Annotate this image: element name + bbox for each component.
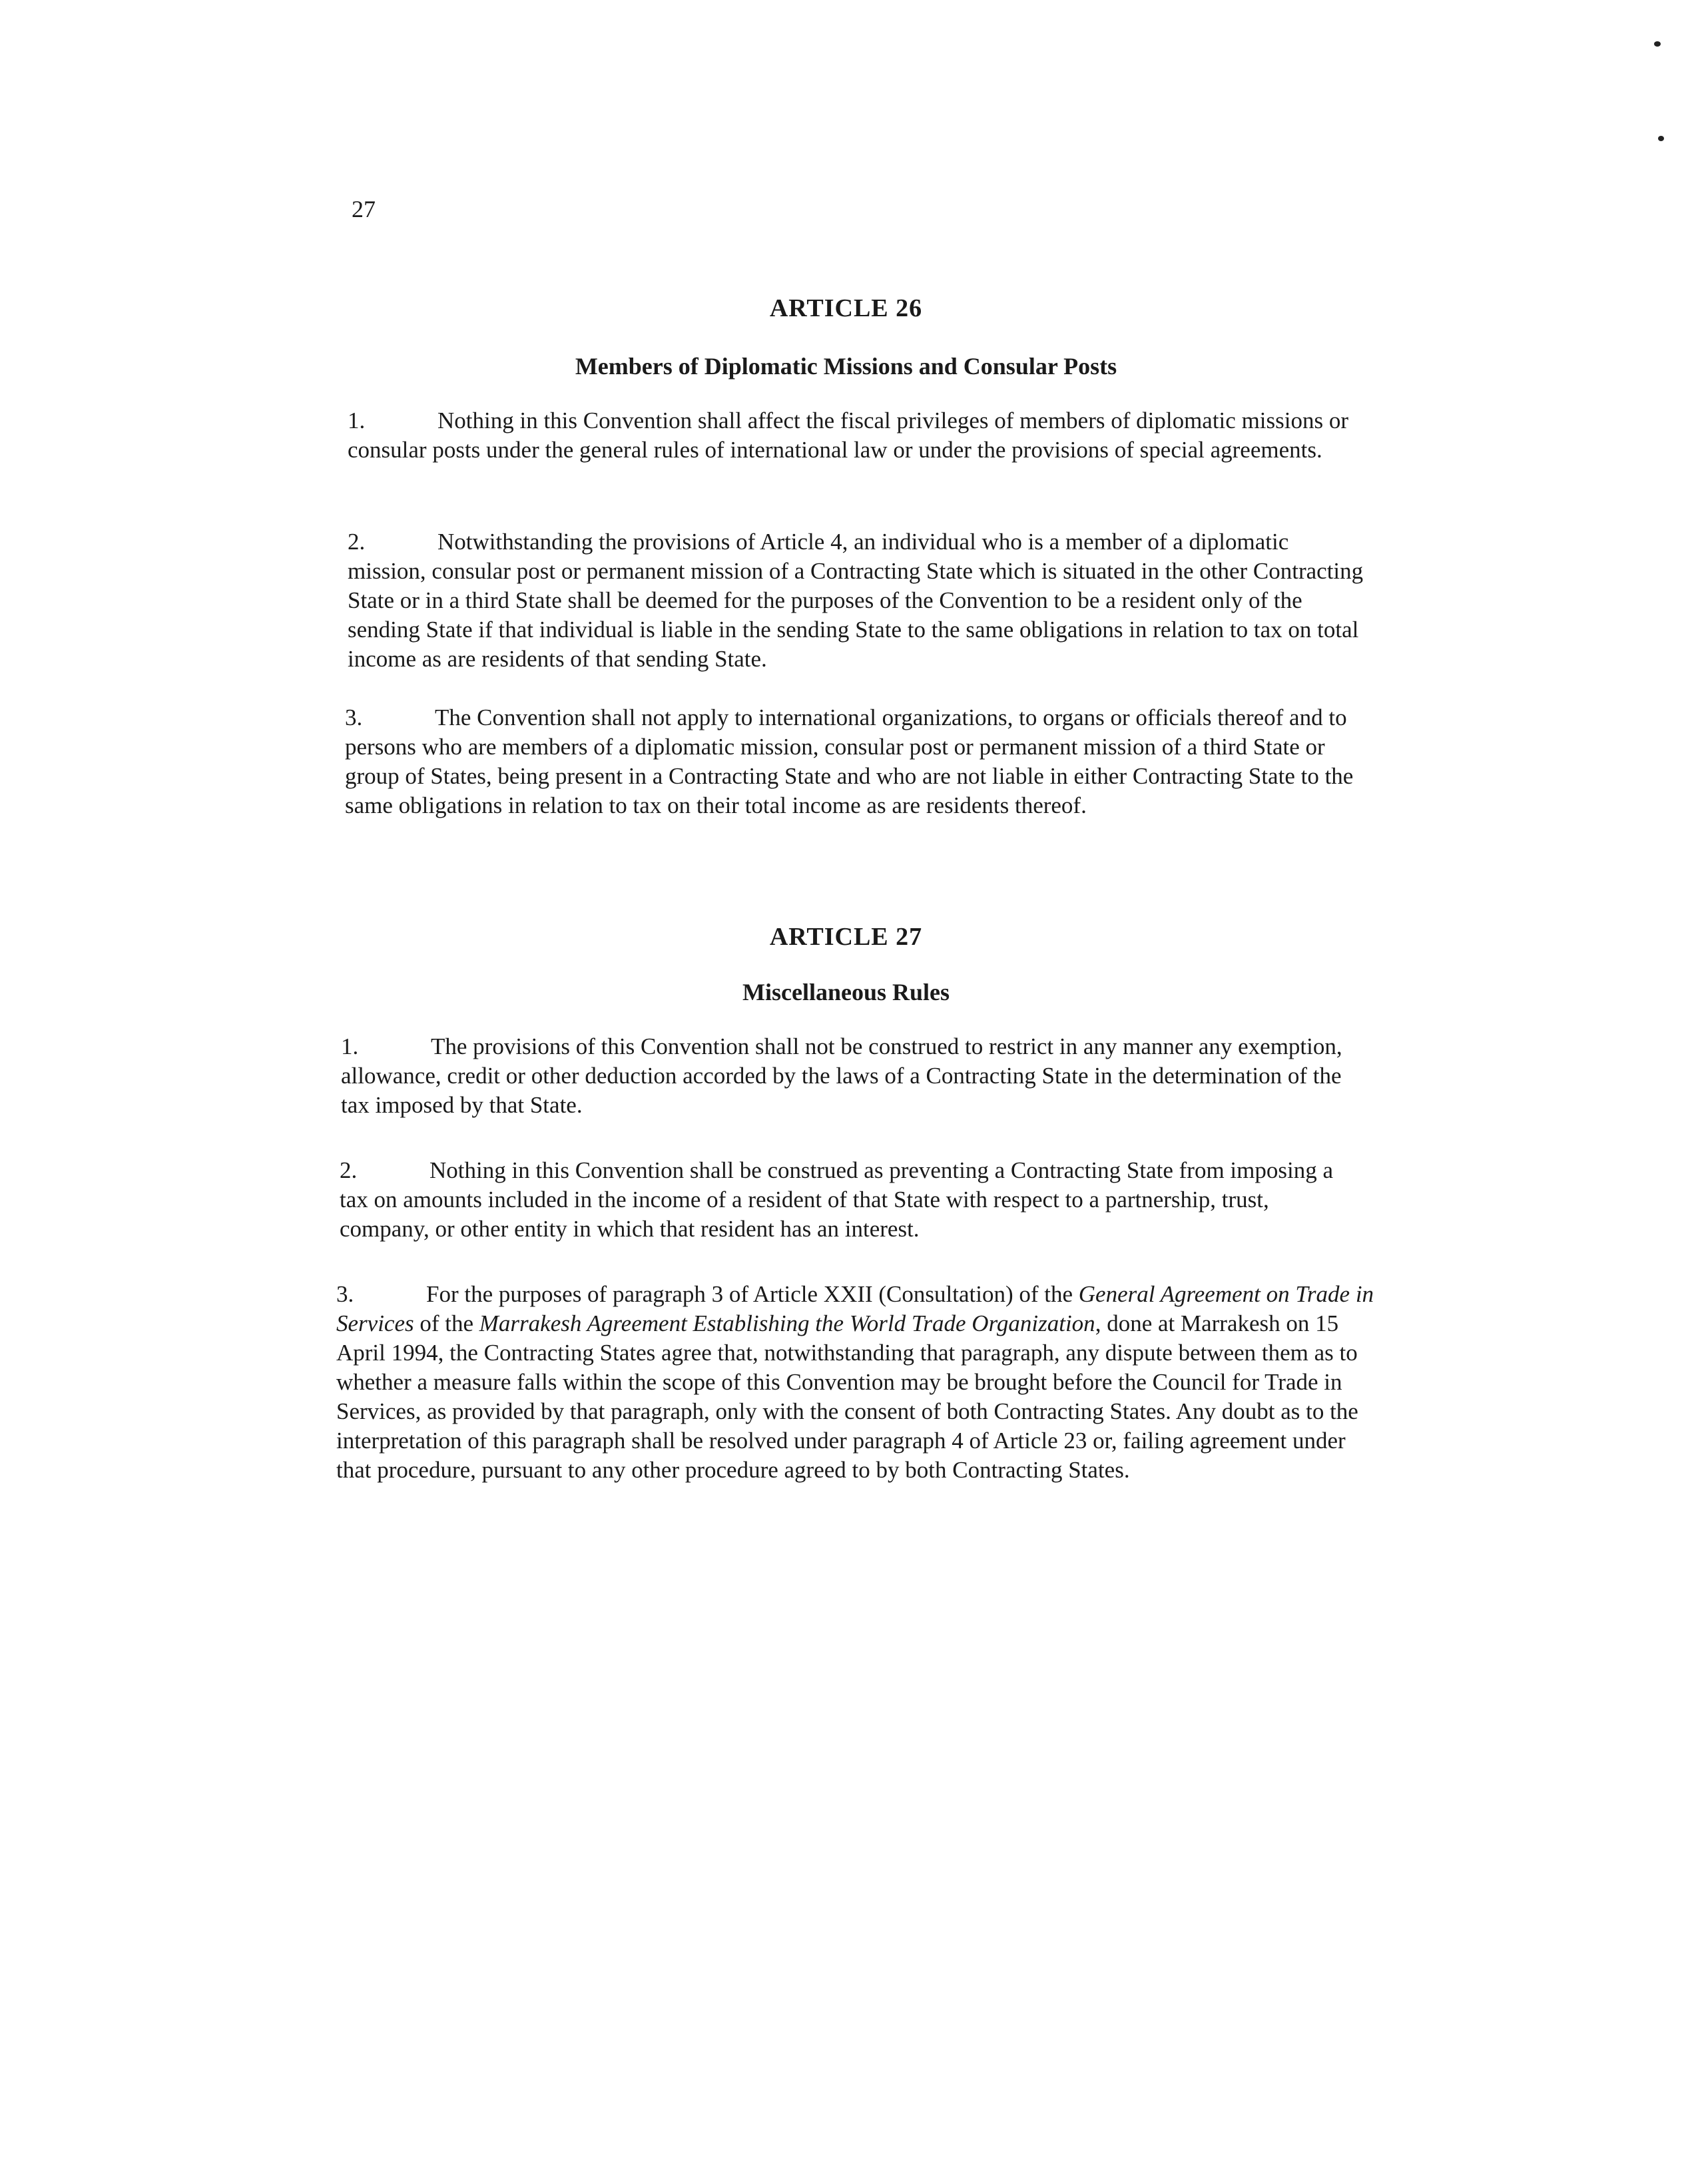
paragraph-text-italic-gats: General Agreement on Trade in Services (336, 1281, 1374, 1336)
paragraph-text-italic-wto: Marrakesh Agreement Establishing the World Trade Organization (479, 1310, 1095, 1336)
paragraph-text-part2: of the (414, 1310, 479, 1336)
paragraph-text: Notwithstanding the provisions of Article 4, an individual who is a member of a diplomatic mission, consular post or permanent mission of a Contracting State which is situated in the other Contracting State or in a third State shall be deemed for the purposes of the Convention to be a resident only of the sending State if that individual is liable in the sending State to the same obligations in relation to tax on total income as are residents of that sending State. (348, 529, 1364, 672)
paragraph-1 (341, 1032, 1370, 1120)
paragraph-3 (336, 1280, 1375, 1485)
paragraph-text: The provisions of this Convention shall not be construed to restrict in any manner any exemption, allowance, credit or other deduction accorded by the laws of a Contracting State in the determination of the tax imposed by that State. (341, 1033, 1342, 1118)
article-title: ARTICLE 27 (769, 923, 923, 951)
article-title: ARTICLE 26 (769, 294, 923, 322)
paragraph-number: 1. (348, 408, 366, 433)
paragraph-number: 2. (340, 1157, 358, 1183)
paragraph-text-part3: , done at Marrakesh on 15 April 1994, the Contracting States agree that, notwithstanding that paragraph, any dispute between them as to whether a measure falls within the scope of this Convention may be brought before the Council for Trade in Services, as provided by that paragraph, only with the consent of both Contracting States. Any doubt as to the interpretation of this paragraph shall be resolved under paragraph 4 of Article 23 or, failing agreement under that procedure, pursuant to any other procedure agreed to by both Contracting States. (336, 1310, 1358, 1483)
article-heading: Miscellaneous Rules (742, 979, 950, 1005)
paragraph-text: Nothing in this Convention shall be construed as preventing a Contracting State from imposing a tax on amounts included in the income of a resident of that State with respect to a partnership, trust, company, or other entity in which that resident has an interest. (340, 1157, 1334, 1242)
paragraph-3 (345, 703, 1365, 820)
paragraph-number: 1. (341, 1033, 359, 1059)
article-heading: Members of Diplomatic Missions and Consular Posts (575, 353, 1117, 380)
page-number: 27 (352, 196, 376, 222)
paragraph-text: The Convention shall not apply to international organizations, to organs or officials thereof and to persons who are members of a diplomatic mission, consular post or permanent mission of a third State or group of States, being present in a Contracting State and who are not liable in either Contracting State to the same obligations in relation to tax on their total income as are residents thereof. (345, 704, 1354, 818)
paragraph-text: Nothing in this Convention shall affect the fiscal privileges of members of diplomatic missions or consular posts under the general rules of international law or under the provisions of special agreements. (348, 408, 1349, 463)
paragraph-2 (340, 1156, 1355, 1244)
paragraph-number: 3. (336, 1281, 354, 1307)
scan-speck (1658, 136, 1664, 141)
paragraph-text-part1: For the purposes of paragraph 3 of Article XXII (Consultation) of the (426, 1281, 1079, 1307)
paragraph-2 (348, 527, 1370, 674)
paragraph-number: 3. (345, 704, 363, 730)
scan-speck (1654, 41, 1661, 47)
paragraph-number: 2. (348, 529, 366, 555)
paragraph-1 (348, 406, 1366, 465)
